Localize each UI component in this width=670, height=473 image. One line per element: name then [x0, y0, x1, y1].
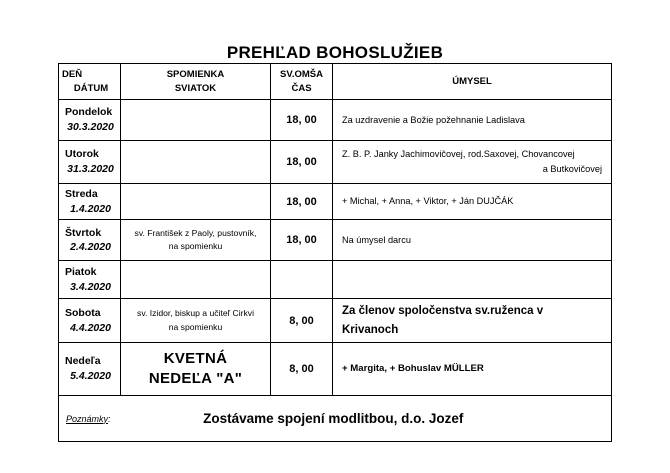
footer-note-row [59, 396, 612, 442]
cell-day [59, 343, 121, 396]
cell-day [59, 220, 121, 261]
table-row [59, 261, 612, 299]
cell-intention [333, 141, 612, 184]
table-row [59, 343, 612, 396]
header-day-line1: DEŇ [62, 68, 83, 80]
memorial-line1: KVETNÁ [163, 349, 228, 367]
intention-line1: + Michal, + Anna, + Viktor, + Ján DUJČÁK [342, 196, 514, 207]
cell-memorial [121, 100, 271, 141]
day-date: 1.4.2020 [70, 202, 111, 215]
memorial-line2: na spomienku [168, 241, 223, 252]
header-intent: ÚMYSEL [452, 75, 492, 87]
table-row [59, 141, 612, 184]
table-row [59, 184, 612, 220]
table-row [59, 299, 612, 343]
cell-memorial [121, 261, 271, 299]
cell-time: 18, 00 [271, 141, 333, 184]
intention-line1: + Margita, + Bohuslav MÜLLER [342, 363, 484, 375]
cell-memorial [121, 343, 271, 396]
day-name: Piatok [65, 266, 97, 279]
day-name: Sobota [65, 307, 101, 320]
day-date: 4.4.2020 [70, 321, 111, 334]
cell-memorial [121, 220, 271, 261]
cell-intention [333, 261, 612, 299]
cell-memorial [121, 184, 271, 220]
cell-intention [333, 220, 612, 261]
cell-time: 18, 00 [271, 184, 333, 220]
header-time-line2: ČAS [291, 82, 312, 94]
intention-line1: Na úmysel darcu [342, 235, 411, 246]
cell-note [59, 396, 612, 442]
cell-intention [333, 184, 612, 220]
header-cell-intention [333, 64, 612, 100]
note-label [59, 414, 111, 424]
header-memo-line2: SVIATOK [174, 82, 217, 94]
note-text: Zostávame spojení modlitbou, d.o. Jozef [203, 411, 464, 427]
day-name: Pondelok [65, 106, 113, 119]
cell-day [59, 100, 121, 141]
day-date: 31.3.2020 [67, 163, 114, 175]
header-time-line1: SV.OMŠA [280, 68, 323, 80]
day-name: Nedeľa [65, 355, 101, 368]
table-header-row [59, 64, 612, 100]
cell-day [59, 261, 121, 299]
header-day-line2: DÁTUM [73, 82, 109, 94]
cell-time: 8, 00 [271, 299, 333, 343]
day-date: 3.4.2020 [70, 280, 111, 293]
note-label-suffix: : [108, 413, 111, 424]
intention-line1: Z. B. P. Janky Jachimovičovej, rod.Saxovej, Chovancovej [342, 149, 575, 160]
intention-line1: Za členov spoločenstva sv.ruženca v Krivanoch [342, 305, 544, 336]
page-title-text: PREHĽAD BOHOSLUŽIEB [227, 43, 443, 65]
header-cell-memorial [121, 64, 271, 100]
day-name: Streda [65, 188, 98, 200]
cell-memorial [121, 141, 271, 184]
day-name: Štvrtok [65, 226, 102, 239]
cell-intention [333, 343, 612, 396]
cell-memorial [121, 299, 271, 343]
cell-intention [333, 100, 612, 141]
memorial-line1: sv. František z Paoly, pustovník, [134, 228, 257, 239]
cell-time: 8, 00 [271, 343, 333, 396]
cell-time: 18, 00 [271, 220, 333, 261]
cell-intention [333, 299, 612, 343]
cell-day [59, 299, 121, 343]
page-title [0, 43, 670, 63]
cell-time: 18, 00 [271, 100, 333, 141]
table-row [59, 220, 612, 261]
memorial-line1: sv. Izidor, biskup a učiteľ Cirkvi [137, 308, 254, 319]
intention-line2: a Butkovičovej [542, 164, 602, 174]
day-date: 2.4.2020 [70, 241, 111, 254]
memorial-line2: na spomienku [168, 321, 223, 332]
header-memo-line1: SPOMIENKA [166, 68, 225, 80]
cell-day [59, 184, 121, 220]
cell-time [271, 261, 333, 299]
day-date: 5.4.2020 [70, 370, 111, 383]
header-cell-time [271, 64, 333, 100]
memorial-line2: NEDEĽA "A" [148, 370, 243, 388]
mass-schedule-table [58, 63, 612, 442]
table-row [59, 100, 612, 141]
intention-line1: Za uzdravenie a Božie požehnanie Ladislava [342, 114, 525, 125]
cell-day [59, 141, 121, 184]
note-label-text: Poznámky [66, 413, 109, 424]
day-date: 30.3.2020 [67, 121, 114, 133]
header-cell-day [59, 64, 121, 100]
day-name: Utorok [65, 148, 99, 161]
